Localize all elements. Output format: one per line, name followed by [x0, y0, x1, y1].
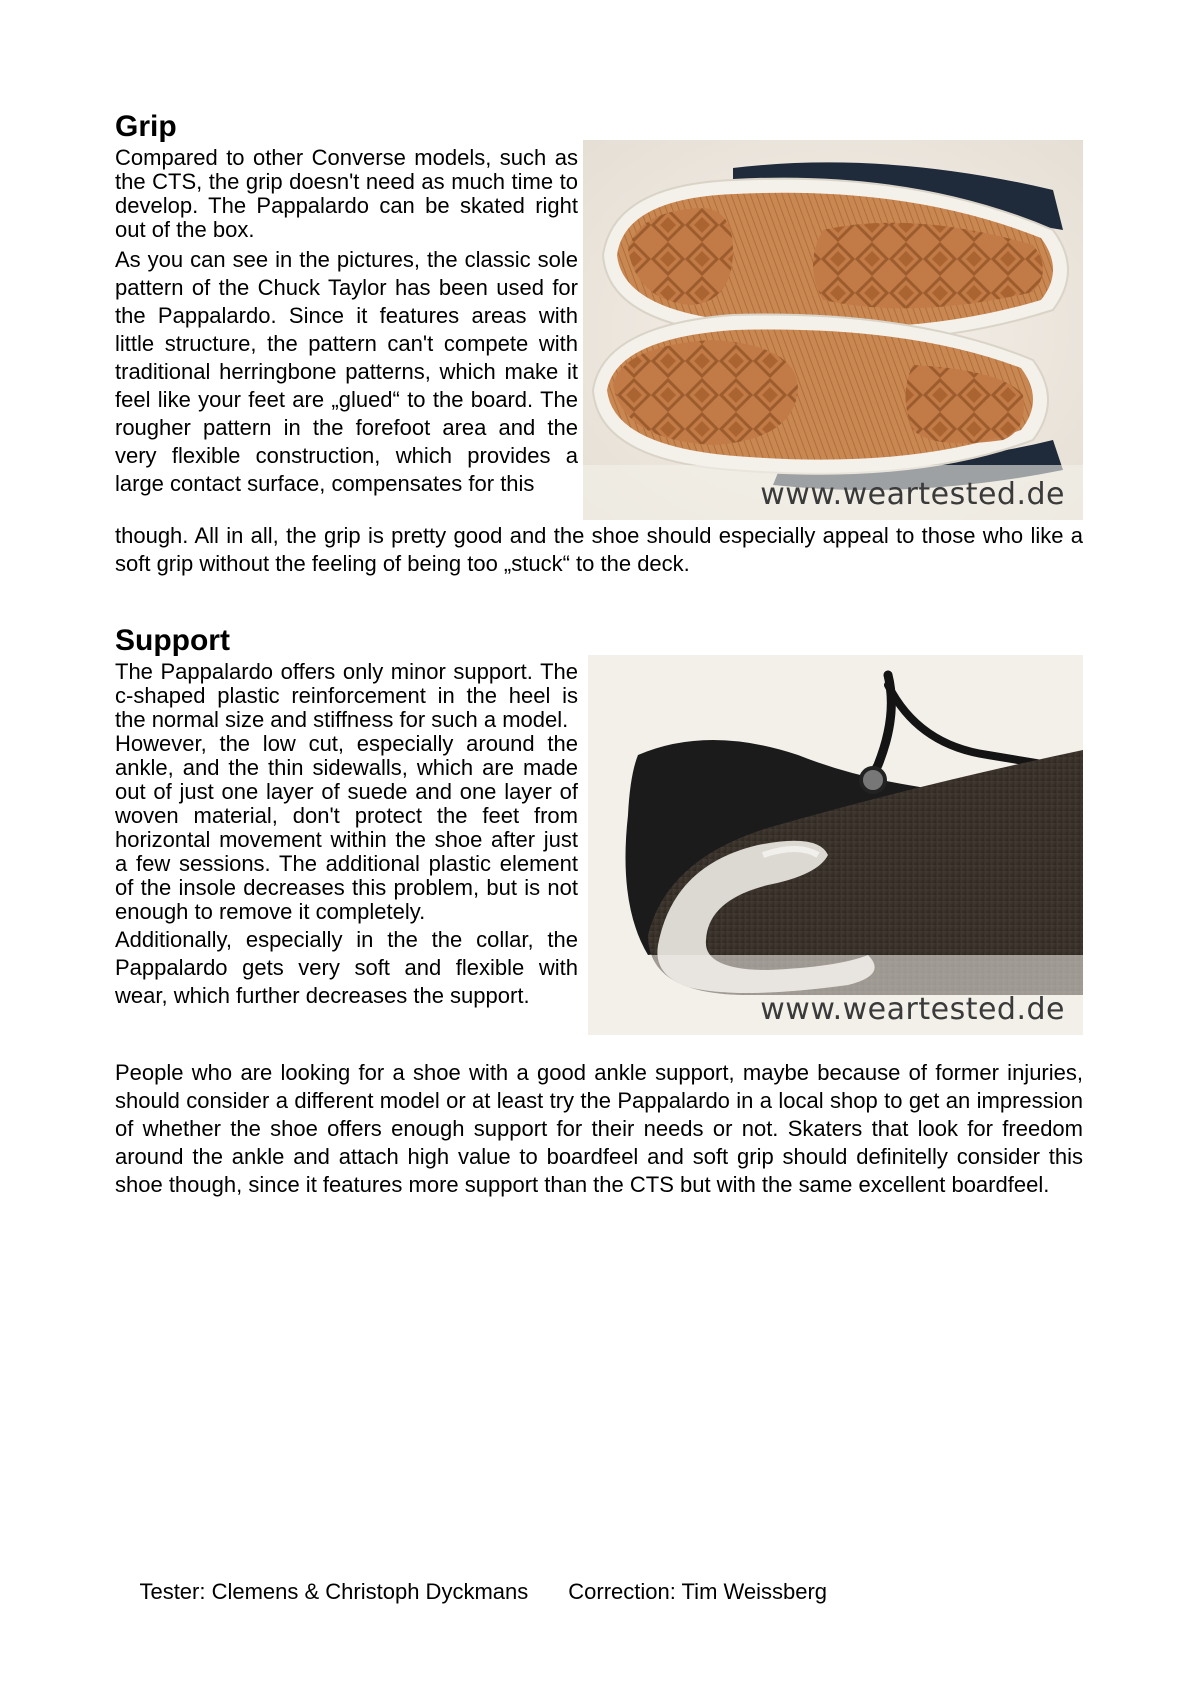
support-paragraph-4: People who are looking for a shoe with a good ankle support, maybe because of former injuries, should consider a different model or at least try the Pappalardo in a local shop to get an impression of whether the shoe offers enough support for their needs or not. Skaters that look for freedom around the ankle and attach high value to boardfeel and soft grip should definitelly consider this shoe though, since it features more support than the CTS but with the same excellent boardfeel.	[115, 1060, 1083, 1197]
grip-paragraph-2-continued: though. All in all, the grip is pretty good and the shoe should especially appeal to those who like a soft grip without the feeling of being too „stuck“ to the deck.	[115, 523, 1083, 576]
support-continuation	[115, 1059, 1083, 1199]
grip-shoe-soles-image	[583, 140, 1083, 520]
support-paragraph-2: However, the low cut, especially around the ankle, and the thin sidewalls, which are made out of just one layer of suede and one layer of woven material, don't protect the feet from horizontal movement within the shoe after just a few sessions. The additional plastic element of the insole decreases this problem, but is not enough to remove it completely.	[115, 731, 578, 924]
support-heading: Support	[115, 624, 230, 657]
support-paragraph-1: The Pappalardo offers only minor support. The c-shaped plastic reinforcement in the heel is the normal size and stiffness for such a model.	[115, 659, 578, 732]
tester-credit: Tester: Clemens & Christoph Dyckmans	[139, 1579, 529, 1604]
grip-paragraph-2: As you can see in the pictures, the classic sole pattern of the Chuck Taylor has been used for the Pappalardo. Since it features areas with little structure, the pattern can't compete with traditional herringbone patterns, which make it feel like your feet are „glued“ to the board. The rougher pattern in the forefoot area and the very flexible construction, which provides a large contact surface, compensates for this	[115, 247, 578, 496]
grip-heading: Grip	[115, 110, 177, 143]
grip-continuation	[115, 522, 1083, 578]
worn-shoe-sole-photo-icon	[588, 655, 1083, 1035]
support-paragraph-3: Additionally, especially in the the collar, the Pappalardo gets very soft and flexible with wear, which further decreases the support.	[115, 927, 578, 1008]
support-text-column	[115, 660, 578, 1010]
shoe-soles-photo-icon	[583, 140, 1083, 520]
support-worn-shoe-image	[588, 655, 1083, 1035]
grip-image-watermark: www.weartested.de	[760, 477, 1065, 512]
credits-footer	[115, 1550, 827, 1634]
correction-credit: Correction: Tim Weissberg	[568, 1579, 828, 1604]
grip-paragraph-1: Compared to other Converse models, such as the CTS, the grip doesn't need as much time to develop. The Pappalardo can be skated right out of the box.	[115, 145, 578, 242]
support-image-watermark: www.weartested.de	[760, 992, 1065, 1027]
grip-text-column	[115, 146, 578, 498]
